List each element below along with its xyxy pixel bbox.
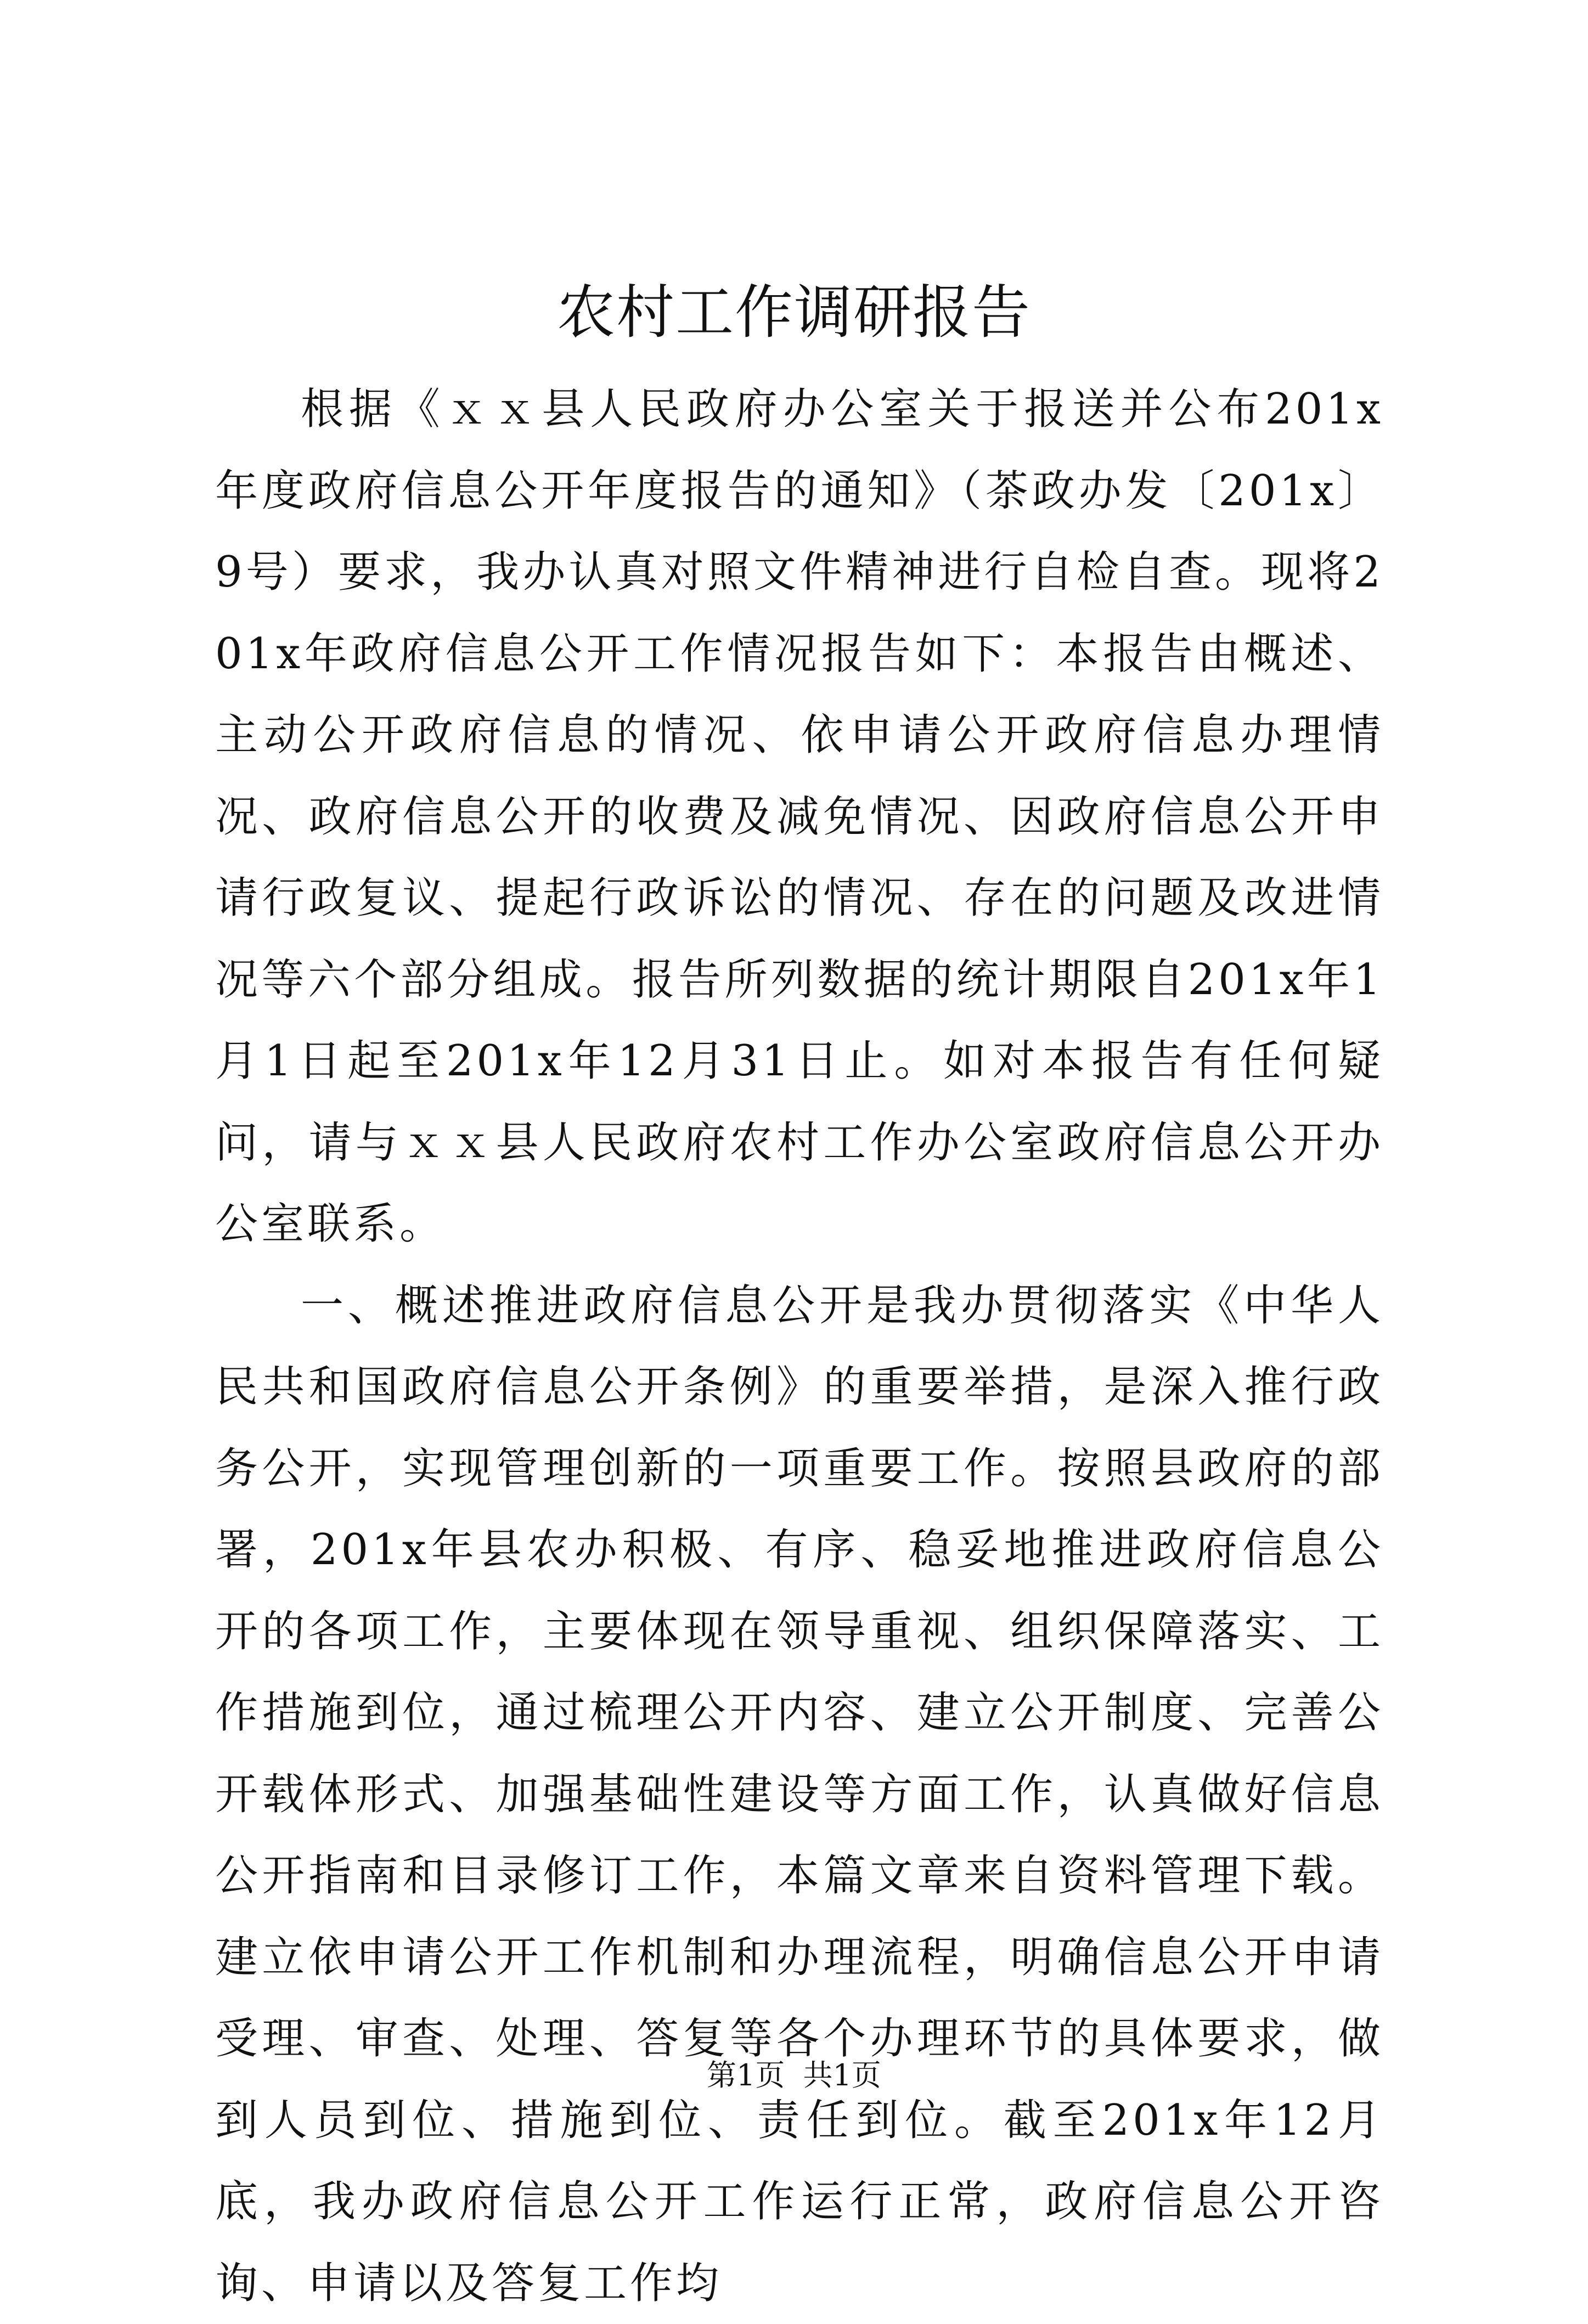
page-number: 第1页 [707, 2056, 785, 2095]
paragraph-overview: 一、概述推进政府信息公开是我办贯彻落实《中华人民共和国政府信息公开条例》的重要举措，是深入推行政务公开，实现管理创新的一项重要工作。按照县政府的部署，201x年县农办积极、有序、稳妥地推进政府信息公开的各项工作，主要体现在领导重视、组织保障落实、工作措施到位，通过梳理公开内容、建立公开制度、完善公开载体形式、加强基础性建设等方面工作，认真做好信息公开指南和目录修订工作，本篇文章来自资料管理下载。建立依申请公开工作机制和办理流程，明确信息公开申请受理、审查、处理、答复等各个办理环节的具体要求，做到人员到位、措施到位、责任到位。截至201x年12月底，我办政府信息公开工作运行正常，政府信息公开咨询、申请以及答复工作均 [215, 1265, 1384, 2324]
document-title: 农村工作调研报告 [0, 277, 1588, 348]
page-footer [0, 2056, 1588, 2095]
paragraph-intro: 根据《ｘｘ县人民政府办公室关于报送并公布201x年度政府信息公开年度报告的通知》（茶政办发〔201x〕9号）要求，我办认真对照文件精神进行自检自查。现将201x年政府信息公开工作情况报告如下：本报告由概述、主动公开政府信息的情况、依申请公开政府信息办理情况、政府信息公开的收费及减免情况、因政府信息公开申请行政复议、提起行政诉讼的情况、存在的问题及改进情况等六个部分组成。报告所列数据的统计期限自201x年1月1日起至201x年12月31日止。如对本报告有任何疑问，请与ｘｘ县人民政府农村工作办公室政府信息公开办公室联系。 [215, 369, 1384, 1265]
page-total: 共1页 [803, 2056, 881, 2095]
document-body [215, 369, 1384, 2324]
